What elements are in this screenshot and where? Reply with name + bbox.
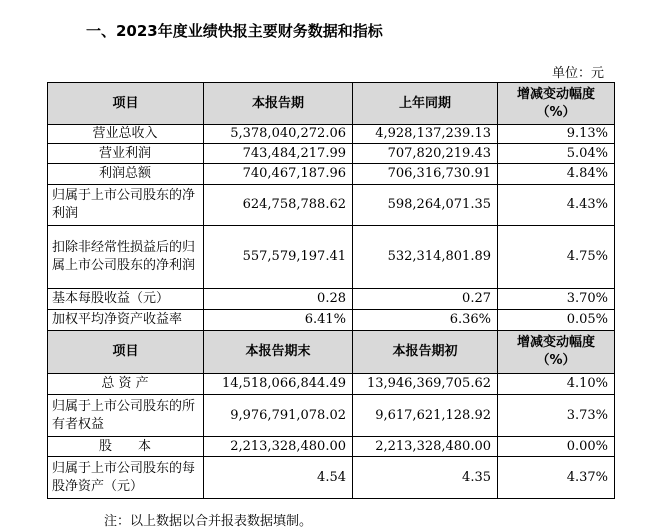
cell-value: 4.84% — [498, 164, 615, 185]
row-label: 归属于上市公司股东的所有者权益 — [48, 395, 204, 437]
row-label: 加权平均净资产收益率 — [48, 310, 204, 331]
financial-data-table — [47, 82, 615, 499]
header-change-rate-unit: （%） — [536, 353, 576, 368]
cell-value: 532,314,801.89 — [353, 226, 498, 289]
cell-value: 4,928,137,239.13 — [353, 125, 498, 144]
cell-value: 707,820,219.43 — [353, 144, 498, 164]
cell-value: 2,213,328,480.00 — [204, 437, 353, 457]
header-change-rate-label: 增减变动幅度 — [516, 335, 595, 350]
header-change-rate-label: 增减变动幅度 — [516, 86, 595, 102]
cell-value: 706,316,730.91 — [353, 164, 498, 185]
table-row — [48, 164, 615, 185]
row-label: 股 本 — [48, 437, 204, 457]
cell-value: 624,758,788.62 — [204, 185, 353, 226]
cell-value: 6.36% — [353, 310, 498, 331]
row-label: 总 资 产 — [48, 374, 204, 395]
cell-value: 5.04% — [498, 144, 615, 164]
table-row — [48, 310, 615, 331]
cell-value: 4.54 — [204, 457, 353, 499]
cell-value: 0.00% — [498, 437, 615, 457]
cell-value: 0.28 — [204, 289, 353, 310]
table-row — [48, 226, 615, 289]
cell-value: 0.05% — [498, 310, 615, 331]
row-label: 基本每股收益（元） — [48, 289, 204, 310]
row-label: 利润总额 — [48, 164, 204, 185]
cell-value: 9,976,791,078.02 — [204, 395, 353, 437]
cell-value: 557,579,197.41 — [204, 226, 353, 289]
table-row — [48, 457, 615, 499]
table-row — [48, 374, 615, 395]
cell-value: 9,617,621,128.92 — [353, 395, 498, 437]
table-row — [48, 125, 615, 144]
header-current-period: 本报告期 — [204, 83, 353, 125]
cell-value: 4.75% — [498, 226, 615, 289]
cell-value: 5,378,040,272.06 — [204, 125, 353, 144]
cell-value: 4.43% — [498, 185, 615, 226]
cell-value: 3.73% — [498, 395, 615, 437]
cell-value: 4.10% — [498, 374, 615, 395]
row-label: 归属于上市公司股东的每股净资产（元） — [48, 457, 204, 499]
header-item: 项目 — [48, 331, 204, 374]
table-row — [48, 289, 615, 310]
header-prior-period: 上年同期 — [353, 83, 498, 125]
header-item: 项目 — [48, 83, 204, 125]
cell-value: 3.70% — [498, 289, 615, 310]
cell-value: 598,264,071.35 — [353, 185, 498, 226]
unit-label: 单位：元 — [551, 66, 604, 81]
header-change-rate — [498, 83, 615, 125]
row-label: 归属于上市公司股东的净利润 — [48, 185, 204, 226]
header-period-start: 本报告期初 — [353, 331, 498, 374]
cell-value: 14,518,066,844.49 — [204, 374, 353, 395]
table1-header-row — [48, 83, 615, 125]
section-title: 一、2023年度业绩快报主要财务数据和指标 — [86, 22, 383, 40]
cell-value: 6.41% — [204, 310, 353, 331]
cell-value: 4.37% — [498, 457, 615, 499]
header-change-rate-unit: （%） — [536, 104, 576, 120]
table-row — [48, 185, 615, 226]
row-label: 营业总收入 — [48, 125, 204, 144]
table2-header-row — [48, 331, 615, 374]
cell-value: 9.13% — [498, 125, 615, 144]
header-change-rate — [498, 331, 615, 374]
cell-value: 743,484,217.99 — [204, 144, 353, 164]
cell-value: 740,467,187.96 — [204, 164, 353, 185]
footnote: 注：以上数据以合并报表数据填制。 — [104, 514, 313, 529]
row-label: 扣除非经常性损益后的归属上市公司股东的净利润 — [48, 226, 204, 289]
cell-value: 0.27 — [353, 289, 498, 310]
table-row — [48, 437, 615, 457]
cell-value: 4.35 — [353, 457, 498, 499]
table-row — [48, 144, 615, 164]
table-row — [48, 395, 615, 437]
header-period-end: 本报告期末 — [204, 331, 353, 374]
cell-value: 13,946,369,705.62 — [353, 374, 498, 395]
row-label: 营业利润 — [48, 144, 204, 164]
cell-value: 2,213,328,480.00 — [353, 437, 498, 457]
